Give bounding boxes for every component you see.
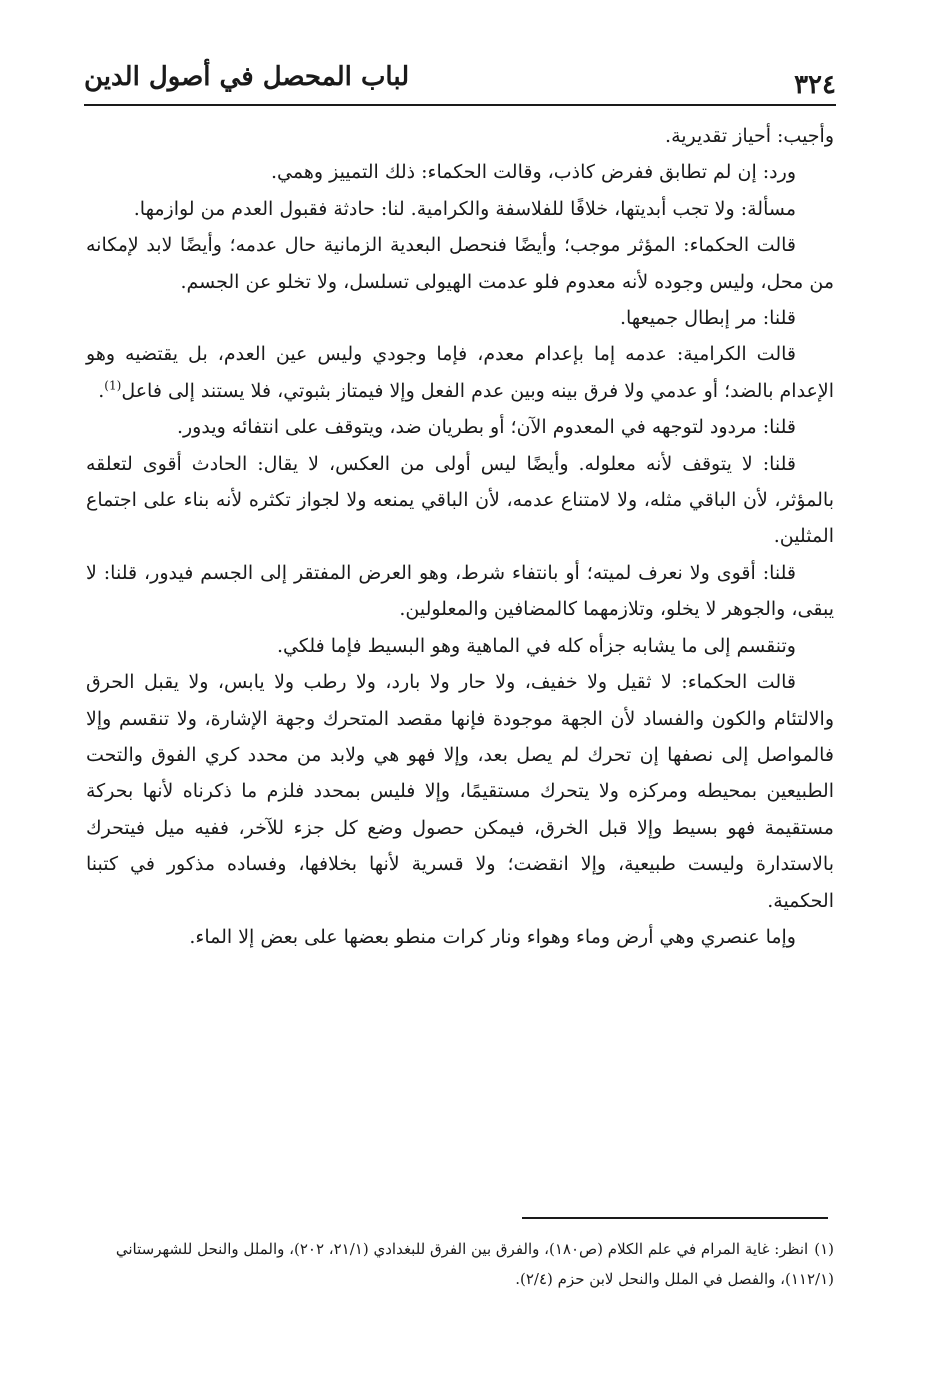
page-number: ٣٢٤	[794, 70, 836, 100]
body-text	[86, 118, 834, 955]
paragraph: قلنا: مردود لتوجهه في المعدوم الآن؛ أو بطريان ضد، ويتوقف على انتفائه ويدور.	[176, 416, 796, 439]
header-rule	[84, 104, 836, 106]
running-title: لباب المحصل في أصول الدين	[84, 62, 410, 92]
footnote-marker: (١)	[814, 1240, 834, 1258]
paragraph: قالت الحكماء: المؤثر موجب؛ وأيضًا فنحصل البعدية الزمانية حال عدمه؛ وأيضًا لابد لإمكانه من محل، وليس وجوده لأنه معدوم فلو عدمت الهيولى تسلسل، ولا تخلو عن الجسم.	[86, 234, 834, 293]
paragraph: وتنقسم إلى ما يشابه جزأه كله في الماهية وهو البسيط فإما فلكي.	[276, 634, 796, 657]
paragraph: ورد: إن لم تطابق ففرض كاذب، وقالت الحكماء: ذلك التمييز وهمي.	[270, 161, 796, 184]
paragraph-text: قالت الكرامية: عدمه إما بإعدام معدم، فإما وجودي وليس عين العدم، بل يقتضيه وهو الإعدام بالضد؛ أو عدمي ولا فرق بينه وبين عدم الفعل وإلا فيمتاز بثبوتي، فلا يستند إلى فاعل	[86, 343, 834, 402]
paragraph: مسألة: ولا تجب أبديتها، خلافًا للفلاسفة والكرامية. لنا: حادثة فقبول العدم من لوازمها.	[133, 197, 796, 220]
paragraph: قلنا: لا يتوقف لأنه معلوله. وأيضًا ليس أولى من العكس، لا يقال: الحادث أقوى لتعلقه بالمؤثر، لأن الباقي مثله، ولا لامتناع عدمه، لأن الباقي يمنعه ولا لجواز تكثره لأنه بناء على اجتماع المثلين.	[86, 452, 834, 548]
paragraph: قلنا: مر إبطال جميعها.	[619, 307, 796, 330]
paragraph-end-punctuation: .	[98, 379, 105, 402]
paragraph: وإما عنصري وهي أرض وماء وهواء ونار كرات منطو بعضها على بعض إلا الماء.	[189, 925, 796, 948]
paragraph: قالت الحكماء: لا ثقيل ولا خفيف، ولا حار ولا بارد، ولا رطب ولا يابس، ولا يقبل الحرق والالتئام والكون والفساد لأن الجهة موجودة فإنها مقصد المتحرك وجهة الإشارة، ولا تنقسم وإلا فالمواصل إلى نصفها إن تحرك لم يصل بعد، وإلا فهو هي ولابد من محدد كري الفوق والتحت الطبيعين بمحيطه ومركزه ولا يتحرك مستقيمًا، وإلا فليس بمحدد فلزم ما ذكرناه لأنها بحركة مستقيمة فهو بسيط وإلا قبل الخرق، فيمكن حصول وضع كل جزء للآخر، ففيه ميل فيتحرك بالاستدارة وليست طبيعية، وإلا انقضت؛ ولا قسرية لأنها بخلافها، وفساده مذكور في كتبنا الحكمية.	[86, 671, 834, 912]
footnote-reference[interactable]: (1)	[104, 378, 122, 393]
paragraph: قلنا: أقوى ولا نعرف لميته؛ أو بانتفاء شرط، وهو العرض المفتقر إلى الجسم فيدور، قلنا: لا يبقى، والجوهر لا يخلو، وتلازمهما كالمضافين والمعلولين.	[86, 561, 834, 621]
footnote-text: انظر: غاية المرام في علم الكلام (ص١٨٠)، والفرق بين الفرق للبغدادي (٢١/١، ٢٠٢)، والملل والنحل للشهرستاني (١١٢/١)، والفصل في الملل والنحل لابن حزم (٢/٤).	[115, 1240, 834, 1288]
paragraph-with-footnote	[86, 336, 834, 409]
page-header	[84, 58, 836, 98]
footnote-separator	[522, 1217, 828, 1219]
paragraph: وأجيب: أحياز تقديرية.	[665, 125, 834, 147]
footnote	[86, 1234, 834, 1294]
